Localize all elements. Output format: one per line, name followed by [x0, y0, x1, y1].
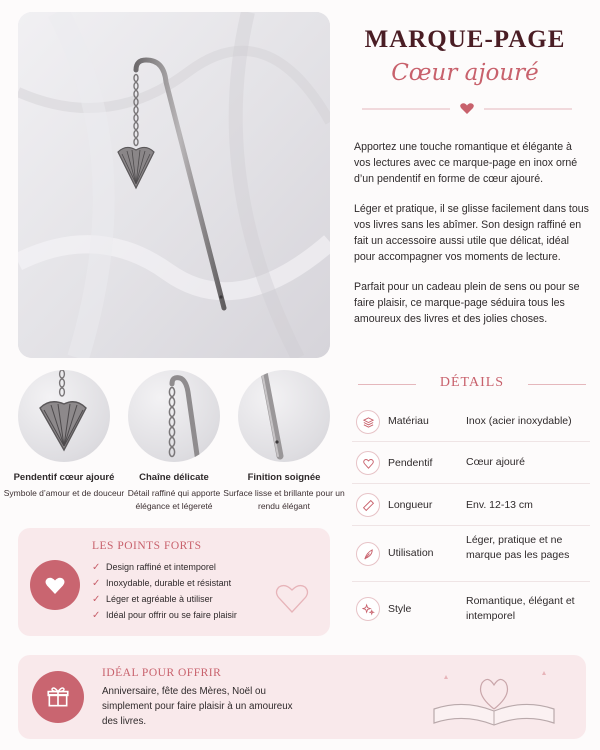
detail-row-usage: [352, 526, 590, 582]
gift-text: Anniversaire, fête des Mères, Noël ou simplement pour faire plaisir à un amoureux des livres.: [102, 686, 293, 727]
detail-value: Cœur ajouré: [466, 456, 525, 468]
detail-value: Romantique, élégant et intemporel: [466, 595, 575, 622]
list-item: ✓ Idéal pour offrir ou se faire plaisir: [92, 609, 237, 621]
thumb-finish: [238, 370, 330, 462]
layers-icon: [356, 410, 380, 434]
detail-label: Pendentif: [388, 457, 433, 469]
detail-label: Longueur: [388, 499, 433, 511]
thumb-title: Chaîne délicate: [139, 472, 209, 483]
product-photo: [18, 12, 330, 358]
description-paragraph: Léger et pratique, il se glisse facilement dans tous vos livres sans les abîmer. Son design raffiné en fait un accessoire aussi utile que délicat, idéal pour accompagner vos moments de lecture.: [354, 203, 589, 263]
product-description: [354, 139, 590, 341]
heart-outline-decoration: [272, 578, 312, 618]
detail-value: Léger, pratique et ne marque pas les pages: [466, 534, 570, 561]
gift-icon: [32, 671, 84, 723]
detail-label: Utilisation: [388, 547, 434, 559]
heart-icon: [460, 103, 474, 114]
detail-row-style: [352, 582, 590, 636]
detail-label: Matériau: [388, 415, 429, 427]
thumb-subtitle: Surface lisse et brillante pour un rendu élégant: [223, 488, 345, 511]
description-paragraph: Apportez une touche romantique et élégante à vos lectures avec ce marque-page en inox orné d’un pendentif en forme de cœur ajouré.: [354, 141, 578, 185]
heart-icon: [30, 560, 80, 610]
list-item: ✓ Léger et agréable à utiliser: [92, 593, 213, 605]
feather-icon: [356, 542, 380, 566]
open-book-icon: [414, 665, 574, 735]
highlights-title: LES POINTS FORTS: [92, 540, 202, 552]
heart-divider: [362, 102, 572, 116]
detail-value: Inox (acier inoxydable): [466, 415, 572, 427]
detail-label: Style: [388, 603, 412, 615]
page-title: MARQUE-PAGE: [364, 26, 566, 53]
list-item: ✓ Inoxydable, durable et résistant: [92, 577, 232, 589]
description-paragraph: Parfait pour un cadeau plein de sens ou pour se faire plaisir, ce marque-page séduira tous les amoureux des livres et des jolies choses.: [354, 281, 580, 325]
check-icon: ✓: [92, 577, 101, 589]
thumb-pendant: [18, 370, 110, 462]
detail-row-pendant: [352, 442, 590, 484]
details-heading: DÉTAILS: [354, 375, 590, 391]
detail-value: Env. 12-13 cm: [466, 499, 533, 511]
gift-title: IDÉAL POUR OFFRIR: [102, 667, 222, 679]
thumb-subtitle: Symbole d’amour et de douceur: [3, 488, 125, 498]
check-icon: ✓: [92, 561, 101, 573]
detail-row-material: [352, 402, 590, 442]
detail-row-length: [352, 484, 590, 526]
ruler-icon: [356, 493, 380, 517]
thumb-subtitle: Détail raffiné qui apporte élégance et légereté: [127, 488, 221, 511]
thumb-title: Finition soignée: [247, 472, 321, 483]
heart-outline-icon: [356, 451, 380, 475]
check-icon: ✓: [92, 593, 101, 605]
thumb-title: Pendentif cœur ajouré: [13, 472, 115, 483]
list-item: ✓ Design raffiné et intemporel: [92, 561, 216, 573]
bookmark-illustration: [18, 12, 330, 358]
highlights-list: [92, 559, 237, 623]
thumb-chain: [128, 370, 220, 462]
check-icon: ✓: [92, 609, 101, 621]
sparkles-icon: [356, 597, 380, 621]
page-subtitle: Cœur ajouré: [391, 60, 539, 86]
